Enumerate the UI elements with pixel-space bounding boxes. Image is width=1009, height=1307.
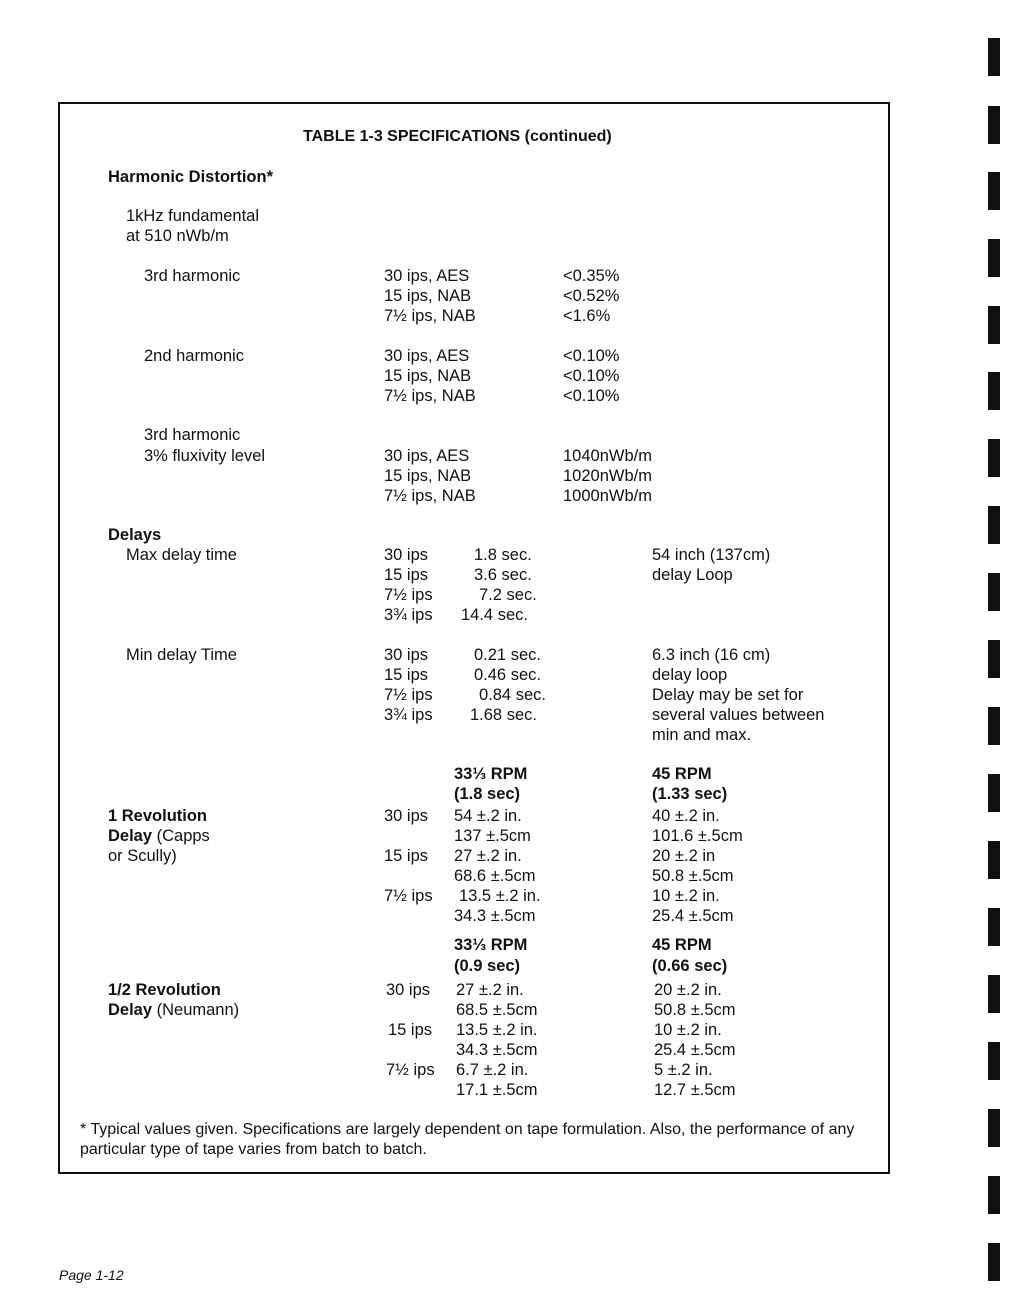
revhalf-b1: 20 ±.2 in.: [654, 981, 722, 999]
min-delay-note: min and max.: [652, 726, 752, 744]
revhalf-col2-subheader: (0.66 sec): [652, 957, 728, 975]
revhalf-b2: 25.4 ±.5cm: [654, 1041, 736, 1059]
h2-value: <0.10%: [563, 387, 620, 405]
h2-speed: 30 ips, AES: [384, 347, 470, 365]
rev1-col1-subheader: (1.8 sec): [454, 785, 521, 803]
min-delay-note: Delay may be set for: [652, 686, 804, 704]
rev1-a2: 137 ±.5cm: [454, 827, 531, 845]
h3-value: <0.52%: [563, 287, 620, 305]
rev1-a1: 13.5 ±.2 in.: [459, 887, 541, 905]
rev1-label-2: Delay (Capps: [108, 827, 210, 845]
revhalf-b2: 50.8 ±.5cm: [654, 1001, 736, 1019]
fundamental-label-1: 1kHz fundamental: [126, 207, 259, 225]
min-delay-note: delay loop: [652, 666, 728, 684]
binding-mark: [988, 1243, 1000, 1281]
rev1-ips: 30 ips: [384, 807, 429, 825]
revhalf-ips: 30 ips: [386, 981, 431, 999]
h3-value: <0.35%: [563, 267, 620, 285]
revhalf-a1: 6.7 ±.2 in.: [456, 1061, 529, 1079]
rev1-a2: 68.6 ±.5cm: [454, 867, 536, 885]
min-delay-note: several values between: [652, 706, 825, 724]
binding-mark: [988, 38, 1000, 76]
flux-value: 1000nWb/m: [563, 487, 652, 505]
rev1-label-1: 1 Revolution: [108, 807, 208, 825]
h2-speed: 15 ips, NAB: [384, 367, 472, 385]
footnote: * Typical values given. Specifications are largely dependent on tape formulation. Also, the performance of any particular type of tape varies from batch to batch.: [80, 1121, 855, 1158]
min-delay-ips: 30 ips: [384, 646, 429, 664]
h3-speed: 7½ ips, NAB: [384, 307, 476, 325]
revhalf-col1-subheader: (0.9 sec): [454, 957, 521, 975]
rev1-col2-subheader: (1.33 sec): [652, 785, 728, 803]
max-delay-ips: 30 ips: [384, 546, 429, 564]
binding-mark: [988, 1042, 1000, 1080]
h2-value: <0.10%: [563, 347, 620, 365]
max-delay-time: 3.6 sec.: [474, 566, 532, 584]
revhalf-ips: 15 ips: [388, 1021, 433, 1039]
table-title: TABLE 1-3 SPECIFICATIONS (continued): [303, 128, 612, 145]
h3-value: <1.6%: [563, 307, 611, 325]
binding-mark: [988, 707, 1000, 745]
binding-mark: [988, 239, 1000, 277]
revhalf-col1-header: 33⅓ RPM: [454, 936, 528, 954]
h2-value: <0.10%: [563, 367, 620, 385]
binding-mark: [988, 506, 1000, 544]
max-delay-time: 7.2 sec.: [479, 586, 537, 604]
min-delay-time: 1.68 sec.: [470, 706, 537, 724]
rev1-ips: 7½ ips: [384, 887, 433, 905]
revhalf-col2-header: 45 RPM: [652, 936, 712, 954]
rev1-col2-header: 45 RPM: [652, 765, 712, 783]
harmonic-heading: Harmonic Distortion*: [108, 168, 274, 186]
max-delay-ips: 15 ips: [384, 566, 429, 584]
rev1-a1: 54 ±.2 in.: [454, 807, 522, 825]
revhalf-a1: 13.5 ±.2 in.: [456, 1021, 538, 1039]
min-delay-label: Min delay Time: [126, 646, 237, 664]
binding-mark: [988, 306, 1000, 344]
max-delay-label: Max delay time: [126, 546, 237, 564]
binding-mark: [988, 975, 1000, 1013]
flux-label-1: 3rd harmonic: [144, 426, 241, 444]
max-delay-note: delay Loop: [652, 566, 733, 584]
rev1-col1-header: 33⅓ RPM: [454, 765, 528, 783]
binding-mark: [988, 372, 1000, 410]
binding-mark: [988, 573, 1000, 611]
flux-label-2: 3% fluxivity level: [144, 447, 266, 465]
min-delay-note: 6.3 inch (16 cm): [652, 646, 771, 664]
revhalf-ips: 7½ ips: [386, 1061, 435, 1079]
rev1-b2: 50.8 ±.5cm: [652, 867, 734, 885]
min-delay-time: 0.84 sec.: [479, 686, 546, 704]
revhalf-a1: 27 ±.2 in.: [456, 981, 524, 999]
max-delay-note: 54 inch (137cm): [652, 546, 771, 564]
min-delay-ips: 3¾ ips: [384, 706, 433, 724]
rev1-a2: 34.3 ±.5cm: [454, 907, 536, 925]
revhalf-b1: 5 ±.2 in.: [654, 1061, 713, 1079]
revhalf-b2: 12.7 ±.5cm: [654, 1081, 736, 1099]
binding-mark: [988, 106, 1000, 144]
h2-label: 2nd harmonic: [144, 347, 244, 365]
rev1-b2: 25.4 ±.5cm: [652, 907, 734, 925]
delays-heading: Delays: [108, 526, 162, 544]
binding-mark: [988, 640, 1000, 678]
h3-speed: 30 ips, AES: [384, 267, 470, 285]
revhalf-label-2: Delay (Neumann): [108, 1001, 240, 1019]
flux-value: 1040nWb/m: [563, 447, 652, 465]
rev1-b2: 101.6 ±.5cm: [652, 827, 743, 845]
fundamental-label-2: at 510 nWb/m: [126, 227, 229, 245]
rev1-label-3: or Scully): [108, 847, 177, 865]
rev1-b1: 10 ±.2 in.: [652, 887, 720, 905]
flux-speed: 30 ips, AES: [384, 447, 470, 465]
min-delay-ips: 15 ips: [384, 666, 429, 684]
binding-mark: [988, 841, 1000, 879]
h3-label: 3rd harmonic: [144, 267, 241, 285]
rev1-ips: 15 ips: [384, 847, 429, 865]
page-number: Page 1-12: [59, 1267, 124, 1283]
max-delay-ips: 7½ ips: [384, 586, 433, 604]
revhalf-b1: 10 ±.2 in.: [654, 1021, 722, 1039]
flux-speed: 7½ ips, NAB: [384, 487, 476, 505]
flux-speed: 15 ips, NAB: [384, 467, 472, 485]
binding-mark: [988, 1176, 1000, 1214]
max-delay-time: 14.4 sec.: [461, 606, 528, 624]
revhalf-label-1: 1/2 Revolution: [108, 981, 221, 999]
max-delay-ips: 3¾ ips: [384, 606, 433, 624]
h2-speed: 7½ ips, NAB: [384, 387, 476, 405]
binding-mark: [988, 774, 1000, 812]
binding-mark: [988, 1109, 1000, 1147]
binding-mark: [988, 439, 1000, 477]
revhalf-a2: 34.3 ±.5cm: [456, 1041, 538, 1059]
min-delay-time: 0.21 sec.: [474, 646, 541, 664]
min-delay-time: 0.46 sec.: [474, 666, 541, 684]
h3-speed: 15 ips, NAB: [384, 287, 472, 305]
min-delay-ips: 7½ ips: [384, 686, 433, 704]
rev1-b1: 20 ±.2 in: [652, 847, 716, 865]
rev1-b1: 40 ±.2 in.: [652, 807, 720, 825]
revhalf-a2: 68.5 ±.5cm: [456, 1001, 538, 1019]
rev1-a1: 27 ±.2 in.: [454, 847, 522, 865]
max-delay-time: 1.8 sec.: [474, 546, 532, 564]
flux-value: 1020nWb/m: [563, 467, 652, 485]
binding-mark: [988, 908, 1000, 946]
binding-mark: [988, 172, 1000, 210]
revhalf-a2: 17.1 ±.5cm: [456, 1081, 538, 1099]
